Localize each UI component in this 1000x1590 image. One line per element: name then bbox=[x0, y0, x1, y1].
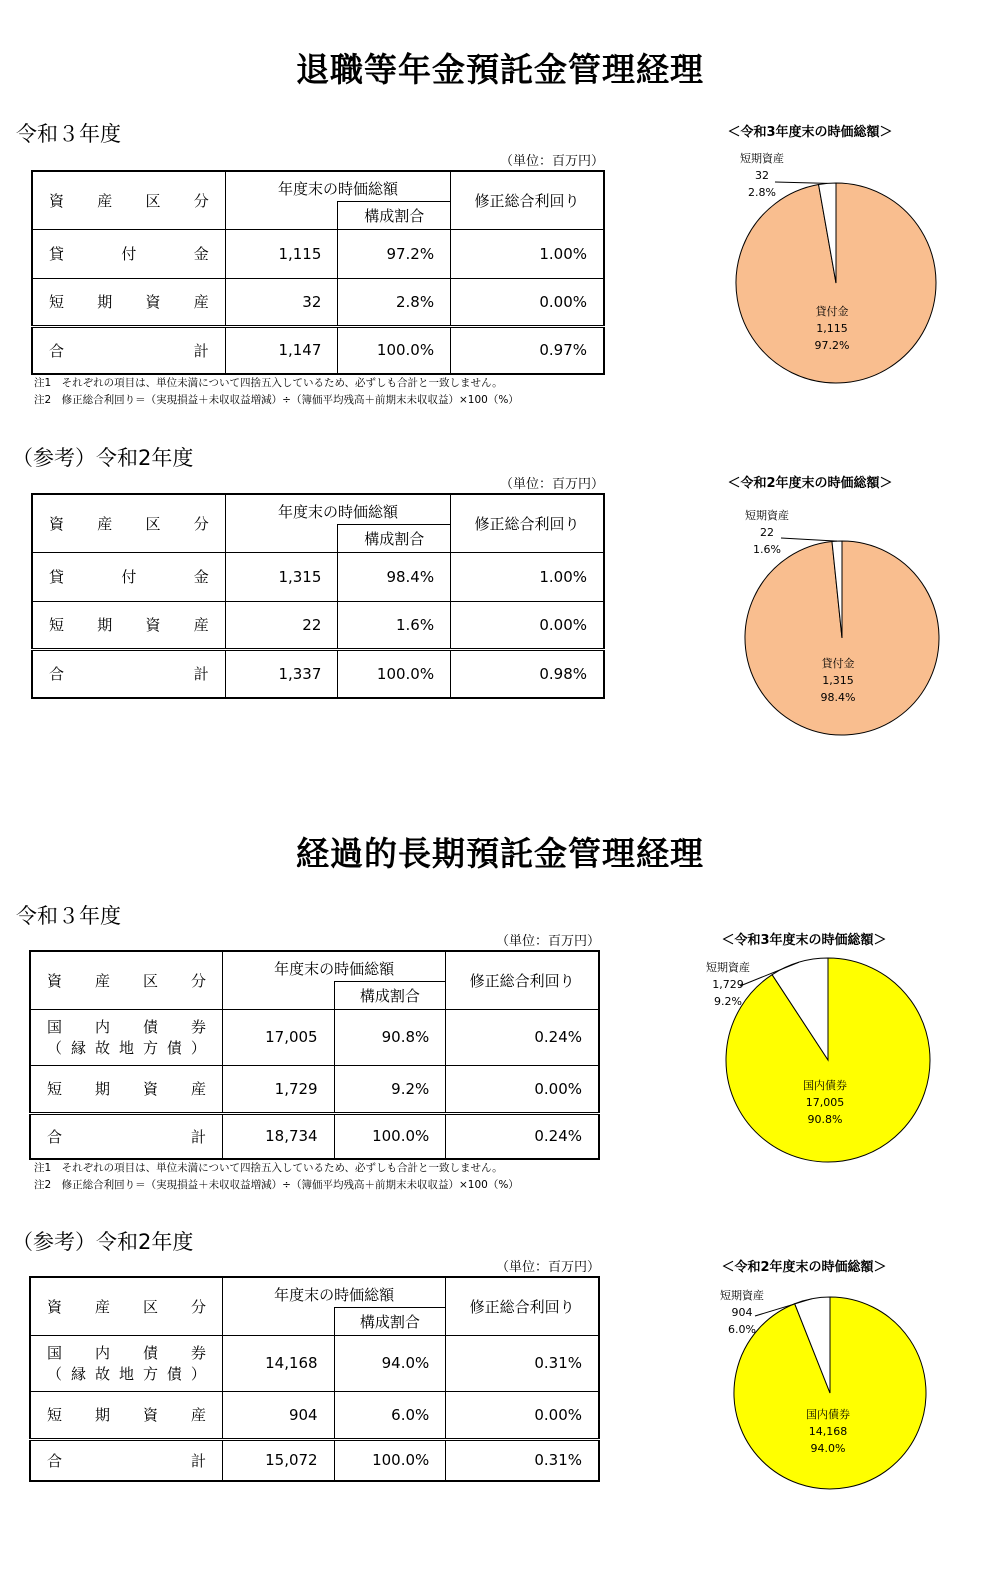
return-cell: 0.98% bbox=[451, 649, 604, 698]
value-cell: 1,337 bbox=[225, 649, 338, 698]
unit-label: （単位：百万円） bbox=[500, 477, 605, 492]
slice-pct: 1.6% bbox=[753, 543, 781, 556]
ratio-cell: 94.0% bbox=[334, 1335, 446, 1391]
row-label-char: 債 bbox=[142, 1344, 158, 1362]
slice-pct: 94.0% bbox=[810, 1442, 846, 1455]
row-label-char: 資 bbox=[49, 191, 65, 210]
return-cell: 0.31% bbox=[446, 1335, 599, 1391]
row-label-char: 国 bbox=[47, 1344, 63, 1362]
value-cell: 1,729 bbox=[223, 1065, 335, 1113]
value-cell: 17,005 bbox=[223, 1009, 335, 1065]
slice-value: 1,315 bbox=[822, 674, 854, 687]
slice-value: 1,729 bbox=[712, 978, 744, 991]
header-market-value: 年度末の時価総額 bbox=[223, 1277, 446, 1307]
note-1: 注1 それぞれの項目は、単位未満について四捨五入しているため、必ずしも合計と一致しません。 bbox=[34, 1162, 503, 1174]
ratio-cell: 100.0% bbox=[334, 1113, 446, 1159]
row-label-char: 資 bbox=[142, 1080, 158, 1098]
row-label-char: 計 bbox=[190, 1451, 206, 1470]
row-label-char: 券 bbox=[190, 1344, 206, 1362]
return-cell: 0.00% bbox=[451, 278, 604, 326]
slice-pct: 6.0% bbox=[728, 1323, 756, 1336]
row-label-char: 方 bbox=[142, 1365, 158, 1383]
unit-label: （単位：百万円） bbox=[496, 1260, 601, 1275]
row-label-char: 産 bbox=[94, 1297, 110, 1316]
row-label-char: 券 bbox=[190, 1018, 206, 1036]
slice-value: 32 bbox=[755, 169, 769, 182]
slice-value: 22 bbox=[760, 526, 774, 539]
note-2: 注2 修正総合利回り＝（実現損益＋未収収益増減）÷（簿価平均残高＋前期末未収収益）×100（%） bbox=[34, 394, 519, 406]
row-label-char: 産 bbox=[190, 1080, 206, 1098]
header-ratio: 構成割合 bbox=[338, 201, 451, 229]
return-cell: 0.97% bbox=[451, 326, 604, 374]
row-label-char: 短 bbox=[47, 1406, 63, 1424]
row-label-char: 計 bbox=[193, 341, 209, 360]
ratio-cell: 100.0% bbox=[338, 326, 451, 374]
value-cell: 22 bbox=[225, 601, 338, 649]
row-label-char: 産 bbox=[193, 293, 209, 311]
row-label-char: 資 bbox=[49, 514, 65, 533]
row-label-char: 付 bbox=[121, 568, 137, 586]
row-label-char: 縁 bbox=[70, 1365, 86, 1383]
row-label-char: 付 bbox=[121, 245, 137, 263]
return-cell: 0.24% bbox=[446, 1113, 599, 1159]
row-label-char: （ bbox=[47, 1365, 63, 1383]
header-modified-return: 修正総合利回り bbox=[451, 171, 604, 229]
row-label-char: 期 bbox=[97, 293, 113, 311]
row-label-char: 内 bbox=[94, 1344, 110, 1362]
header-market-value: 年度末の時価総額 bbox=[225, 171, 450, 201]
row-label-char: 分 bbox=[193, 514, 209, 533]
ratio-cell: 9.2% bbox=[334, 1065, 446, 1113]
row-label-char: ） bbox=[190, 1365, 206, 1383]
slice-value: 1,115 bbox=[816, 322, 848, 335]
unit-label: （単位：百万円） bbox=[496, 934, 601, 949]
row-label-char: 地 bbox=[118, 1365, 134, 1383]
chart-title: ＜令和3年度末の時価総額＞ bbox=[727, 125, 893, 140]
return-cell: 0.00% bbox=[446, 1065, 599, 1113]
row-label-char: 国 bbox=[47, 1018, 63, 1036]
row-label-char: 地 bbox=[118, 1039, 134, 1057]
return-cell: 0.00% bbox=[451, 601, 604, 649]
row-label-char: 分 bbox=[193, 191, 209, 210]
year-label: （参考）令和2年度 bbox=[12, 446, 194, 470]
row-label-char: 縁 bbox=[70, 1039, 86, 1057]
section-title-retirement: 退職等年金預託金管理経理 bbox=[296, 50, 704, 89]
row-label-char: 計 bbox=[193, 665, 209, 684]
row-label-char: 合 bbox=[47, 1451, 63, 1470]
slice-label: 短期資産 bbox=[706, 961, 750, 974]
slice-label: 貸付金 bbox=[815, 305, 849, 318]
header-ratio: 構成割合 bbox=[334, 1307, 446, 1335]
year-label: 令和３年度 bbox=[16, 122, 121, 146]
row-label-char: 方 bbox=[142, 1039, 158, 1057]
header-ratio: 構成割合 bbox=[338, 524, 451, 552]
return-cell: 0.24% bbox=[446, 1009, 599, 1065]
row-label-char: 故 bbox=[94, 1039, 110, 1057]
slice-label: 国内債券 bbox=[806, 1408, 850, 1421]
row-label-char: 産 bbox=[94, 971, 110, 990]
chart-title: ＜令和3年度末の時価総額＞ bbox=[721, 933, 887, 948]
header-modified-return: 修正総合利回り bbox=[446, 951, 599, 1009]
slice-pct: 98.4% bbox=[820, 691, 856, 704]
row-label-char: 区 bbox=[145, 191, 161, 210]
row-label-char: 債 bbox=[166, 1039, 182, 1057]
year-label: （参考）令和2年度 bbox=[12, 1230, 194, 1254]
row-label-char: 期 bbox=[94, 1080, 110, 1098]
row-label-char: 産 bbox=[190, 1406, 206, 1424]
row-label-char: 短 bbox=[49, 293, 65, 311]
ratio-cell: 98.4% bbox=[338, 552, 451, 601]
row-label-char: 合 bbox=[49, 341, 65, 360]
slice-pct: 9.2% bbox=[714, 995, 742, 1008]
value-cell: 904 bbox=[223, 1391, 335, 1439]
slice-label: 短期資産 bbox=[720, 1289, 764, 1302]
header-modified-return: 修正総合利回り bbox=[446, 1277, 599, 1335]
row-label-char: 期 bbox=[97, 616, 113, 634]
row-label-char: 産 bbox=[193, 616, 209, 634]
unit-label: （単位：百万円） bbox=[500, 154, 605, 169]
row-label-char: 資 bbox=[47, 1297, 63, 1316]
return-cell: 1.00% bbox=[451, 229, 604, 278]
ratio-cell: 90.8% bbox=[334, 1009, 446, 1065]
row-label-char: 区 bbox=[142, 971, 158, 990]
note-1: 注1 それぞれの項目は、単位未満について四捨五入しているため、必ずしも合計と一致しません。 bbox=[34, 377, 503, 389]
value-cell: 1,115 bbox=[225, 229, 338, 278]
slice-label: 貸付金 bbox=[821, 657, 855, 670]
row-label-char: 短 bbox=[47, 1080, 63, 1098]
slice-label: 短期資産 bbox=[745, 509, 789, 522]
row-label-char: （ bbox=[47, 1039, 63, 1057]
slice-pct: 2.8% bbox=[748, 186, 776, 199]
header-ratio: 構成割合 bbox=[334, 981, 446, 1009]
section-title-transitional: 経過的長期預託金管理経理 bbox=[296, 834, 704, 873]
ratio-cell: 100.0% bbox=[338, 649, 451, 698]
row-label-char: 合 bbox=[49, 665, 65, 684]
header-market-value: 年度末の時価総額 bbox=[225, 494, 450, 524]
ratio-cell: 100.0% bbox=[334, 1439, 446, 1481]
row-label-char: 金 bbox=[193, 568, 209, 586]
row-label-char: ） bbox=[190, 1039, 206, 1057]
value-cell: 15,072 bbox=[223, 1439, 335, 1481]
ratio-cell: 97.2% bbox=[338, 229, 451, 278]
row-label-char: 債 bbox=[142, 1018, 158, 1036]
row-label-char: 産 bbox=[97, 191, 113, 210]
row-label-char: 資 bbox=[145, 293, 161, 311]
ratio-cell: 2.8% bbox=[338, 278, 451, 326]
return-cell: 0.00% bbox=[446, 1391, 599, 1439]
chart-title: ＜令和2年度末の時価総額＞ bbox=[727, 476, 893, 491]
value-cell: 1,315 bbox=[225, 552, 338, 601]
row-label-char: 合 bbox=[47, 1127, 63, 1146]
header-market-value: 年度末の時価総額 bbox=[223, 951, 446, 981]
row-label-char: 区 bbox=[145, 514, 161, 533]
value-cell: 1,147 bbox=[225, 326, 338, 374]
row-label-char: 資 bbox=[145, 616, 161, 634]
slice-value: 14,168 bbox=[808, 1425, 848, 1438]
row-label-char: 資 bbox=[142, 1406, 158, 1424]
row-label-char: 分 bbox=[190, 1297, 206, 1316]
row-label-char: 貸 bbox=[49, 568, 65, 586]
value-cell: 14,168 bbox=[223, 1335, 335, 1391]
chart-title: ＜令和2年度末の時価総額＞ bbox=[721, 1260, 887, 1275]
slice-pct: 97.2% bbox=[814, 339, 850, 352]
row-label-char: 資 bbox=[47, 971, 63, 990]
return-cell: 0.31% bbox=[446, 1439, 599, 1481]
row-label-char: 債 bbox=[166, 1365, 182, 1383]
row-label-char: 金 bbox=[193, 245, 209, 263]
slice-label: 国内債券 bbox=[803, 1079, 847, 1092]
row-label-char: 計 bbox=[190, 1127, 206, 1146]
slice-pct: 90.8% bbox=[807, 1113, 843, 1126]
slice-label: 短期資産 bbox=[740, 152, 784, 165]
row-label-char: 短 bbox=[49, 616, 65, 634]
slice-value: 904 bbox=[731, 1306, 753, 1319]
return-cell: 1.00% bbox=[451, 552, 604, 601]
row-label-char: 分 bbox=[190, 971, 206, 990]
value-cell: 32 bbox=[225, 278, 338, 326]
row-label-char: 区 bbox=[142, 1297, 158, 1316]
row-label-char: 内 bbox=[94, 1018, 110, 1036]
header-modified-return: 修正総合利回り bbox=[451, 494, 604, 552]
year-label: 令和３年度 bbox=[16, 904, 121, 928]
ratio-cell: 1.6% bbox=[338, 601, 451, 649]
slice-value: 17,005 bbox=[805, 1096, 845, 1109]
row-label-char: 産 bbox=[97, 514, 113, 533]
row-label-char: 貸 bbox=[49, 245, 65, 263]
row-label-char: 期 bbox=[94, 1406, 110, 1424]
ratio-cell: 6.0% bbox=[334, 1391, 446, 1439]
note-2: 注2 修正総合利回り＝（実現損益＋未収収益増減）÷（簿価平均残高＋前期末未収収益）×100（%） bbox=[34, 1179, 519, 1191]
value-cell: 18,734 bbox=[223, 1113, 335, 1159]
row-label-char: 故 bbox=[94, 1365, 110, 1383]
